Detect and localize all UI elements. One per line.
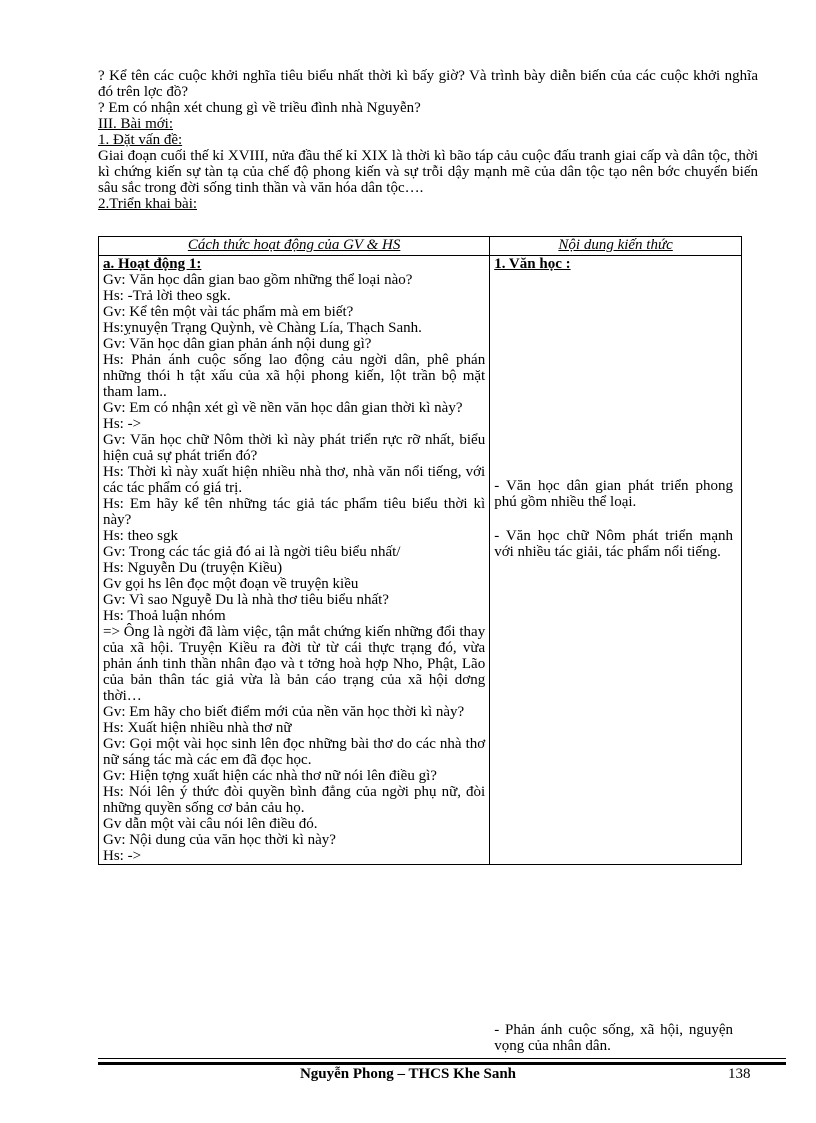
activity-line: Hs: -Trả lời theo sgk.	[103, 288, 231, 304]
knowledge-cell	[490, 256, 742, 1054]
header-activities: Cách thức hoạt động của GV & HS	[99, 237, 490, 256]
knowledge-content: - Phản ánh cuộc sống, xã hội, nguyện vọng của nhân dân.	[494, 1022, 733, 1054]
section-new-lesson: III. Bài mới:	[98, 116, 173, 132]
subsection-deploy: 2.Triển khai bài:	[98, 196, 198, 212]
activity-title: a. Hoạt động 1:	[103, 256, 202, 272]
activity-line: Gv gọi hs lên đọc một đoạn về truyện kiều	[103, 576, 359, 592]
activity-line: Gv: Hiện tợng xuất hiện các nhà thơ nữ nói lên điều gì?	[103, 768, 437, 784]
knowledge-title: 1. Văn học :	[494, 256, 571, 272]
activity-line: Gv: Gọi một vài học sinh lên đọc những bài thơ do các nhà thơ nữ sáng tác mà các em đã đọc học.	[103, 736, 486, 768]
activity-line: Gv: Em hãy cho biết điểm mới của nền văn học thời kì này?	[103, 704, 465, 720]
activity-line: Gv: Nội dung của văn học thời kì này?	[103, 832, 336, 848]
activity-line: Hs: Thoả luận nhóm	[103, 608, 226, 624]
activity-line: Hs: Phản ánh cuộc sống lao động cảu ngời dân, phê phán những thói h tật xấu của xã hội phong kiến, lột trần bộ mặt tham lam..	[103, 352, 486, 400]
question-nguyen-court: ? Em có nhận xét chung gì về triều đình nhà Nguyễn?	[98, 100, 421, 116]
footer-divider	[98, 1058, 786, 1059]
activity-line: Hs: theo sgk	[103, 528, 178, 544]
page-number: 138	[728, 1066, 751, 1082]
subsection-problem: 1. Đặt vấn đề:	[98, 132, 183, 148]
question-uprisings: ? Kể tên các cuộc khởi nghĩa tiêu biểu nhất thời kì bấy giờ? Và trình bày diễn biến của các cuộc khởi nghĩa đó trên lợc đồ?	[98, 68, 758, 100]
knowledge-folk-literature: - Văn học dân gian phát triển phong phú gồm nhiều thể loại.	[494, 478, 733, 510]
activity-line: Hs: ->	[103, 848, 142, 864]
activity-line: Hs: Nguyễn Du (truyện Kiều)	[103, 560, 283, 576]
activity-line: Hs: Nói lên ý thức đòi quyền bình đẳng của ngời phụ nữ, đòi những quyền sống cơ bản cảu họ.	[103, 784, 486, 816]
lesson-table	[98, 236, 742, 1054]
footer-author: Nguyễn Phong – THCS Khe Sanh	[299, 1066, 517, 1082]
activity-line: Hs: Thời kì này xuất hiện nhiều nhà thơ, nhà văn nổi tiếng, với các tác phẩm có giá trị.	[103, 464, 486, 496]
intro-section	[98, 68, 758, 212]
knowledge-nom-literature: - Văn học chữ Nôm phát triển mạnh với nhiều tác giải, tác phẩm nổi tiếng.	[494, 528, 733, 560]
activity-line: Hs: ->	[103, 416, 142, 432]
activity-line: Hs:ỵnuyện Trạng Quỳnh, vè Chàng Lía, Thạch Sanh.	[103, 320, 422, 336]
footer-divider-thick	[98, 1062, 786, 1065]
activity-line: Gv: Văn học chữ Nôm thời kì này phát triển rực rỡ nhất, biểu hiện cuả sự phát triển đó?	[103, 432, 486, 464]
activity-line: Gv: Văn học dân gian phản ánh nội dung gì?	[103, 336, 372, 352]
activity-line: => Ông là ngời đã làm việc, tận mắt chứng kiến những đổi thay của xã hội. Truyện Kiều ra đời từ từ cái thực trạng đó, vừa phản ánh tinh thần nhân đạo và t tởng hoà hợp Nho, Phật, Lão của bản thân tác giả vừa là bản cáo trạng của xã hội dơng thời…	[103, 624, 486, 704]
activity-line: Gv: Văn học dân gian bao gồm những thể loại nào?	[103, 272, 413, 288]
activity-line: Gv: Trong các tác giả đó ai là ngời tiêu biểu nhất/	[103, 544, 401, 560]
activities-cell	[99, 256, 490, 865]
activity-line: Hs: Xuất hiện nhiều nhà thơ nữ	[103, 720, 292, 736]
activity-line: Gv: Em có nhận xét gì về nền văn học dân gian thời kì này?	[103, 400, 463, 416]
activity-line: Gv dẫn một vài câu nói lên điều đó.	[103, 816, 318, 832]
header-knowledge: Nội dung kiến thức	[490, 237, 742, 256]
activity-line: Gv: Kể tên một vài tác phẩm mà em biết?	[103, 304, 354, 320]
activity-line: Hs: Em hãy kể tên những tác giả tác phẩm tiêu biểu thời kì này?	[103, 496, 486, 528]
activity-line: Gv: Vì sao Nguyễ Du là nhà thơ tiêu biểu nhất?	[103, 592, 389, 608]
intro-paragraph: Giai đoạn cuối thế kỉ XVIII, nửa đầu thế kỉ XIX là thời kì bão táp cảu cuộc đấu tranh giai cấp và dân tộc, thời kì chứng kiến sự tàn tạ của chế độ phong kiến và sự trỗi dậy mạnh mẽ của dân tộc tạo nên bớc chuyển biến sâu sắc trong đời sống tinh thần và văn hóa dân tộc….	[98, 148, 758, 196]
